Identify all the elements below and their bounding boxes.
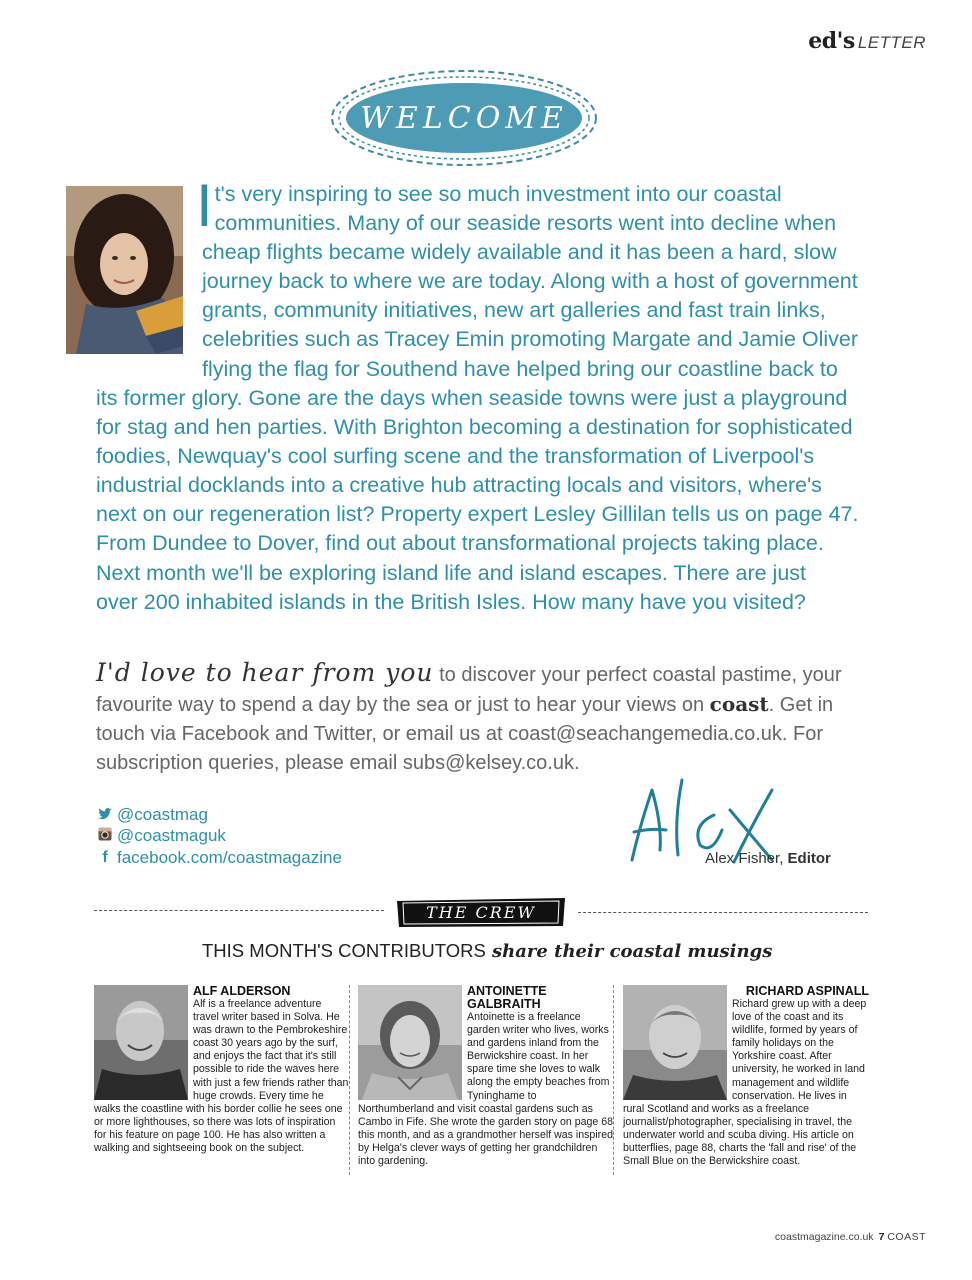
social-facebook[interactable] (96, 848, 342, 868)
contact-text-2: . Get in touch via Facebook and Twitter, or email us at coast@seachangemedia.co.uk. For subscription queries, please email subs@kelsey.co.uk. (96, 694, 834, 774)
footer-site: coastmagazine.co.uk (774, 1231, 874, 1243)
editor-photo (66, 186, 183, 354)
social-twitter[interactable] (96, 805, 208, 825)
contributors-heading (202, 940, 772, 962)
contributor-bio: Alf is a freelance adventure travel writer based in Solva. He was drawn to the Pembrokeshire coast 30 years ago by the surf, and enjoys the fact that it's still possible to ride the waves here with just a few friends rather than huge crowds. Every time he walks the coastline with his border collie he sees one or more lighthouses, so there was lots of inspiration for his feature on page 100. He has also written a walking and sightseeing book on the subject. (94, 998, 349, 1155)
instagram-icon (96, 826, 114, 846)
section-tag-letter: LETTER (857, 33, 926, 52)
contact-text-1: to discover your perfect coastal pastime, your favourite way to spend a day by the sea or just to hear your views on (96, 664, 842, 716)
contact-brand: coast (709, 692, 769, 716)
editor-credit (705, 850, 831, 867)
footer-page-number: 7 (878, 1231, 885, 1243)
contributor-name: ALF ALDERSON (193, 984, 291, 998)
editor-role: Editor (787, 850, 831, 867)
contributor-photo (94, 985, 188, 1100)
contributor-photo (623, 985, 727, 1100)
footer-magazine: COAST (887, 1231, 926, 1243)
crew-badge-label: THE CREW (426, 902, 536, 922)
contact-paragraph (96, 658, 876, 778)
contributor-column-divider (349, 985, 350, 1175)
contact-script-lead: I'd love to hear from you (96, 658, 434, 687)
crew-divider-left (94, 910, 384, 911)
twitter-handle: @coastmag (117, 805, 208, 824)
welcome-badge-label: WELCOME (360, 100, 568, 136)
contributor-column-divider (613, 985, 614, 1175)
crew-divider-right (578, 912, 868, 913)
contributor-alf-alderson (94, 985, 350, 1155)
contributor-photo (358, 985, 462, 1100)
contributor-bio: Richard grew up with a deep love of the coast and its wildlife, formed by years of family holidays on the Yorkshire coast. After university, he worked in land management and wildlife conservation. He lives in rural Scotland and works as a freelance journalist/photographer, specialising in travel, the underwater world and scuba diving. His article on butterflies, page 88, charts the 'fall and rise' of the Small Blue on the Berwickshire coast. (623, 998, 867, 1168)
letter-text-top: t's very inspiring to see so much investment into our coastal communities. Many of our seaside resorts went into decline when cheap flights became widely available and it has been a hard, slow journey back to where we are today. Along with a host of government grants, community initiatives, new art galleries and fast train links, celebrities such as Tracey Emin promoting Margate and Jamie Oliver flying the flag for Southend have helped bring our coastline back to (202, 182, 859, 381)
contributor-bio: Antoinette is a freelance garden writer who lives, works and gardens inland from the Berwickshire coast. In her spare time she loves to walk along the empty beaches from Tyninghame to Northumberland and visit coastal gardens such as Cambo in Fife. She wrote the garden story on page 68 this month, and as a grandmother herself was inspired by Helga's clever ways of getting her grandchildren into gardening. (358, 1011, 613, 1168)
contributor-name: ANTOINETTE GALBRAITH (467, 984, 547, 1011)
letter-dropcap: I (196, 172, 213, 239)
section-tag-eds: ed's (808, 28, 855, 54)
letter-paragraph-top (196, 172, 892, 384)
facebook-f-icon: f (102, 849, 108, 866)
section-tag (808, 28, 926, 54)
page-footer (775, 1231, 926, 1243)
contributor-richard-aspinall (623, 985, 869, 1168)
facebook-url: facebook.com/coastmagazine (117, 848, 342, 867)
social-instagram[interactable] (96, 826, 226, 846)
contributors-heading-tail: share their coastal musings (485, 941, 773, 962)
editor-name: Alex Fisher, (705, 850, 784, 867)
instagram-handle: @coastmaguk (117, 826, 226, 845)
twitter-bird-icon (96, 805, 114, 825)
contributor-name: RICHARD ASPINALL (745, 984, 869, 998)
contributor-antoinette-galbraith (358, 985, 614, 1168)
letter-paragraph-bottom: its former glory. Gone are the days when seaside towns were just a playground for stag and hen parties. With Brighton becoming a destination for sophisticated foodies, Newquay's cool surfing scene and the transformation of Liverpool's industrial docklands into a creative hub attracting locals and visitors, where's next on our regeneration list? Property expert Lesley Gillilan tells us on page 47. From Dundee to Dover, find out about transformational projects taking place. Next month we'll be exploring island life and island escapes. There are just over 200 inhabited islands in the British Isles. How many have you visited? (96, 386, 859, 614)
contributors-heading-lead: THIS MONTH'S CONTRIBUTORS (202, 940, 486, 961)
